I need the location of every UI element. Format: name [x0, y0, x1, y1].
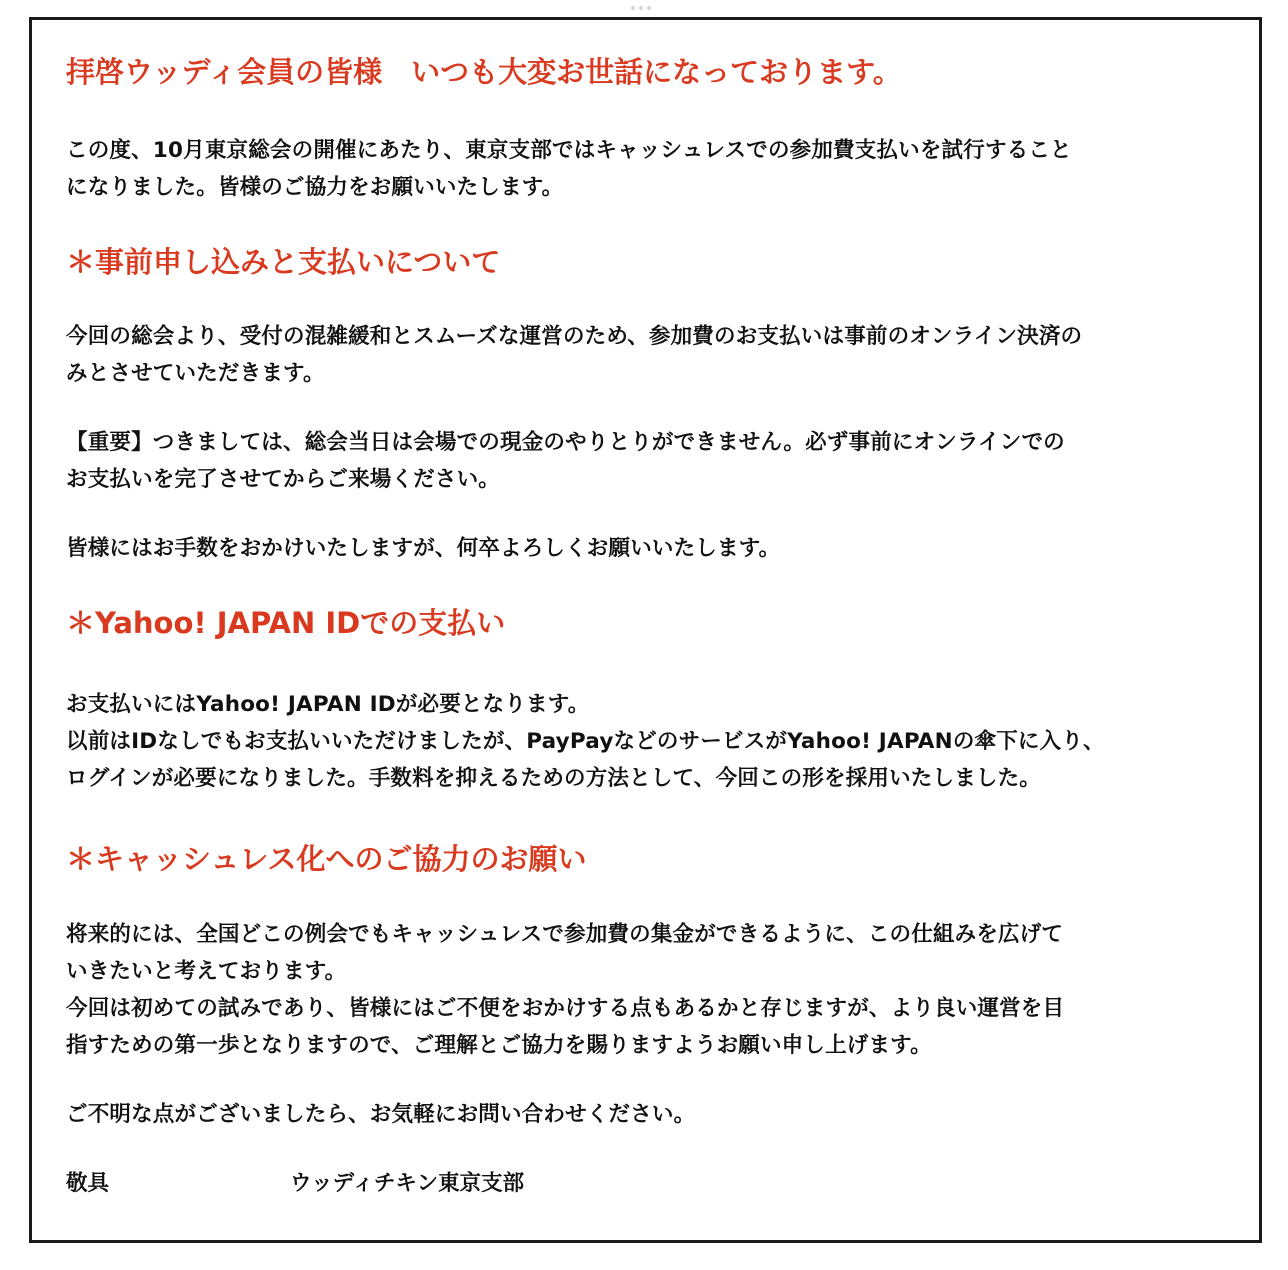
- closing-signer: ウッディチキン東京支部: [290, 1171, 525, 1196]
- top-handle-dots: [631, 6, 651, 10]
- contact-paragraph: [66, 1096, 1236, 1133]
- prepayment-paragraph-important: [66, 424, 1236, 498]
- prepayment-p2-line-1: 【重要】つきましては、総会当日は会場での現金のやりとりができません。必ず事前にオンラインでの: [66, 430, 1065, 455]
- yahoo-line-3: ログインが必要になりました。手数料を抑えるための方法として、今回この形を採用いたしました。: [66, 766, 1041, 791]
- cashless-line-4: 指すための第一歩となりますので、ご理解とご協力を賜りますようお願い申し上げます。: [66, 1033, 932, 1058]
- prepayment-p1-line-1: 今回の総会より、受付の混雑緩和とスムーズな運営のため、参加費のお支払いは事前のオンライン決済の: [66, 324, 1083, 349]
- cashless-line-3: 今回は初めての試みであり、皆様にはご不便をおかけする点もあるかと存じますが、より良い運営を目: [66, 996, 1065, 1021]
- contact-line: ご不明な点がございましたら、お気軽にお問い合わせください。: [66, 1102, 696, 1127]
- dot: [647, 6, 651, 10]
- dot: [639, 6, 643, 10]
- prepayment-paragraph-1: [66, 318, 1236, 392]
- cashless-paragraph: [66, 916, 1236, 1064]
- prepayment-p3-line-1: 皆様にはお手数をおかけいたしますが、何卒よろしくお願いいたします。: [66, 536, 781, 561]
- intro-paragraph: [66, 132, 1236, 206]
- closing-line: [66, 1165, 525, 1202]
- section-heading-cashless: ＊キャッシュレス化へのご協力のお願い: [66, 842, 587, 876]
- yahoo-line-2: 以前はIDなしでもお支払いいただけましたが、PayPayなどのサービスがYahoo! JAPANの傘下に入り、: [66, 729, 1105, 754]
- section-heading-prepayment: ＊事前申し込みと支払いについて: [66, 245, 501, 279]
- dot: [631, 6, 635, 10]
- closing-keigu: 敬具: [66, 1171, 110, 1196]
- greeting-heading: 拝啓ウッディ会員の皆様 いつも大変お世話になっております。: [66, 55, 902, 89]
- cashless-line-1: 将来的には、全国どこの例会でもキャッシュレスで参加費の集金ができるように、この仕組みを広げて: [66, 922, 1064, 947]
- yahoo-paragraph: [66, 686, 1236, 797]
- yahoo-line-1: お支払いにはYahoo! JAPAN IDが必要となります。: [66, 692, 590, 717]
- section-heading-yahoo: ＊Yahoo! JAPAN IDでの支払い: [66, 606, 506, 640]
- intro-line-2: になりました。皆様のご協力をお願いいたします。: [66, 175, 564, 200]
- prepayment-paragraph-3: [66, 530, 1236, 567]
- prepayment-p1-line-2: みとさせていただきます。: [66, 361, 325, 386]
- cashless-line-2: いきたいと考えております。: [66, 959, 347, 984]
- prepayment-p2-line-2: お支払いを完了させてからご来場ください。: [66, 467, 501, 492]
- intro-line-1: この度、10月東京総会の開催にあたり、東京支部ではキャッシュレスでの参加費支払いを試行すること: [66, 138, 1072, 163]
